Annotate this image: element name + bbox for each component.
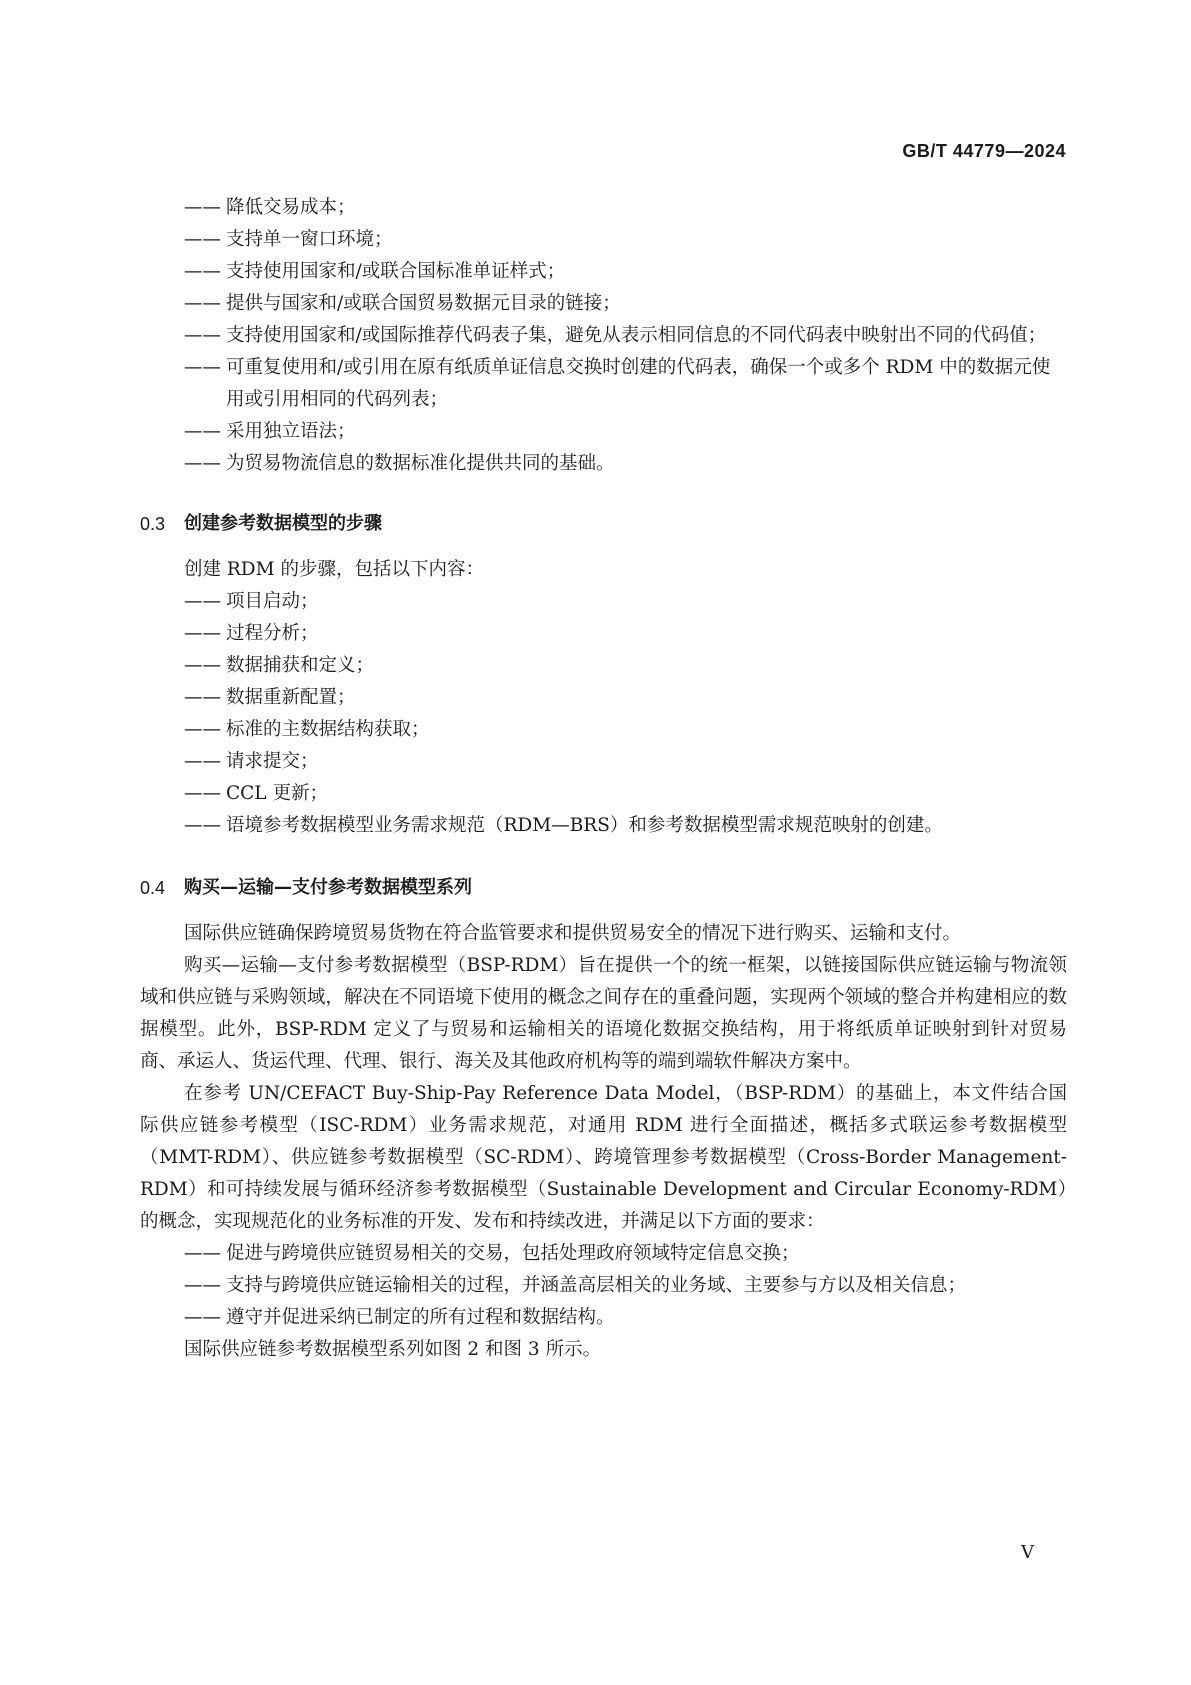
list-item-text: 支持单一窗口环境；	[226, 229, 393, 250]
list-item-text: 促进与跨境供应链贸易相关的交易，包括处理政府领域特定信息交换；	[226, 1243, 800, 1264]
em-dash: ——	[184, 293, 221, 314]
section-0-3	[140, 494, 1067, 842]
list-item	[140, 1270, 1067, 1302]
list-item-text: 数据重新配置；	[226, 687, 356, 708]
list-item-text: 遵守并促进采纳已制定的所有过程和数据结构。	[226, 1307, 615, 1328]
list-item	[140, 682, 1067, 714]
em-dash: ——	[184, 261, 221, 282]
list-item-text: 降低交易成本；	[226, 197, 356, 218]
list-item-text: CCL 更新；	[226, 783, 328, 804]
list-item	[140, 288, 1067, 320]
list-item-text: 支持与跨境供应链运输相关的过程，并涵盖高层相关的业务域、主要参与方以及相关信息；	[226, 1275, 967, 1296]
list-item	[140, 352, 1067, 416]
list-item-text: 支持使用国家和/或联合国标准单证样式；	[226, 261, 566, 282]
em-dash: ——	[184, 751, 221, 772]
list-item-text: 可重复使用和/或引用在原有纸质单证信息交换时创建的代码表，确保一个或多个 RDM 中的数据元使用或引用相同的代码列表；	[226, 357, 1051, 410]
benefits-list	[140, 192, 1067, 480]
em-dash: ——	[184, 591, 221, 612]
list-item	[140, 586, 1067, 618]
list-item	[140, 1238, 1067, 1270]
em-dash: ——	[184, 1243, 221, 1264]
list-item	[140, 256, 1067, 288]
section-title: 购买—运输—支付参考数据模型系列	[184, 877, 472, 898]
list-item-text: 支持使用国家和/或国际推荐代码表子集，避免从表示相同信息的不同代码表中映射出不同的代码值；	[226, 325, 1047, 346]
section-number: 0.3	[140, 514, 166, 534]
list-item-text: 标准的主数据结构获取；	[226, 719, 430, 740]
list-item	[140, 778, 1067, 810]
list-item	[140, 746, 1067, 778]
em-dash: ——	[184, 325, 221, 346]
list-item	[140, 810, 1067, 842]
list-item-text: 过程分析；	[226, 623, 319, 644]
list-item	[140, 192, 1067, 224]
standard-code-header: GB/T 44779—2024	[902, 141, 1066, 161]
closing-sentence: 国际供应链参考数据模型系列如图 2 和图 3 所示。	[184, 1339, 602, 1360]
list-item-text: 为贸易物流信息的数据标准化提供共同的基础。	[226, 453, 615, 474]
list-item-text: 项目启动；	[226, 591, 319, 612]
em-dash: ——	[184, 623, 221, 644]
em-dash: ——	[184, 655, 221, 676]
list-item	[140, 416, 1067, 448]
em-dash: ——	[184, 815, 221, 836]
section-0-4	[140, 858, 1067, 1366]
section-heading	[140, 494, 1067, 554]
body-paragraph: 在参考 UN/CEFACT Buy-Ship-Pay Reference Data Model，（BSP-RDM）的基础上，本文件结合国际供应链参考模型（ISC-RDM）业务需求规范，对通用 RDM 进行全面描述，概括多式联运参考数据模型（MMT-RDM）、供应链参考数据模型（SC-RDM）、跨境管理参考数据模型（Cross-Border Management-RDM）和可持续发展与循环经济参考数据模型（Sustainable Development and Circular Economy-RDM）的概念，实现规范化的业务标准的开发、发布和持续改进，并满足以下方面的要求：	[140, 1083, 1067, 1232]
list-item	[140, 650, 1067, 682]
section-heading	[140, 858, 1067, 918]
list-item-text: 语境参考数据模型业务需求规范（RDM—BRS）和参考数据模型需求规范映射的创建。	[226, 815, 943, 836]
main-content	[140, 192, 1067, 1366]
em-dash: ——	[184, 357, 221, 378]
page-number: V	[1021, 1542, 1034, 1563]
section-title: 创建参考数据模型的步骤	[184, 513, 382, 534]
em-dash: ——	[184, 1275, 221, 1296]
em-dash: ——	[184, 197, 221, 218]
em-dash: ——	[184, 421, 221, 442]
section-intro: 创建 RDM 的步骤，包括以下内容：	[184, 559, 484, 580]
em-dash: ——	[184, 719, 221, 740]
em-dash: ——	[184, 1307, 221, 1328]
list-item	[140, 714, 1067, 746]
list-item	[140, 224, 1067, 256]
list-item-text: 请求提交；	[226, 751, 319, 772]
em-dash: ——	[184, 453, 221, 474]
list-item	[140, 618, 1067, 650]
list-item	[140, 448, 1067, 480]
body-paragraph: 国际供应链确保跨境贸易货物在符合监管要求和提供贸易安全的情况下进行购买、运输和支付。	[184, 923, 962, 944]
body-paragraph: 购买—运输—支付参考数据模型（BSP-RDM）旨在提供一个的统一框架，以链接国际供应链运输与物流领域和供应链与采购领域，解决在不同语境下使用的概念之间存在的重叠问题，实现两个领域的整合并构建相应的数据模型。此外，BSP-RDM 定义了与贸易和运输相关的语境化数据交换结构，用于将纸质单证映射到针对贸易商、承运人、货运代理、代理、银行、海关及其他政府机构等的端到端软件解决方案中。	[140, 955, 1067, 1072]
list-item-text: 采用独立语法；	[226, 421, 356, 442]
list-item	[140, 320, 1067, 352]
em-dash: ——	[184, 687, 221, 708]
section-number: 0.4	[140, 878, 166, 898]
em-dash: ——	[184, 783, 221, 804]
list-item-text: 提供与国家和/或联合国贸易数据元目录的链接；	[226, 293, 621, 314]
list-item-text: 数据捕获和定义；	[226, 655, 375, 676]
list-item	[140, 1302, 1067, 1334]
em-dash: ——	[184, 229, 221, 250]
